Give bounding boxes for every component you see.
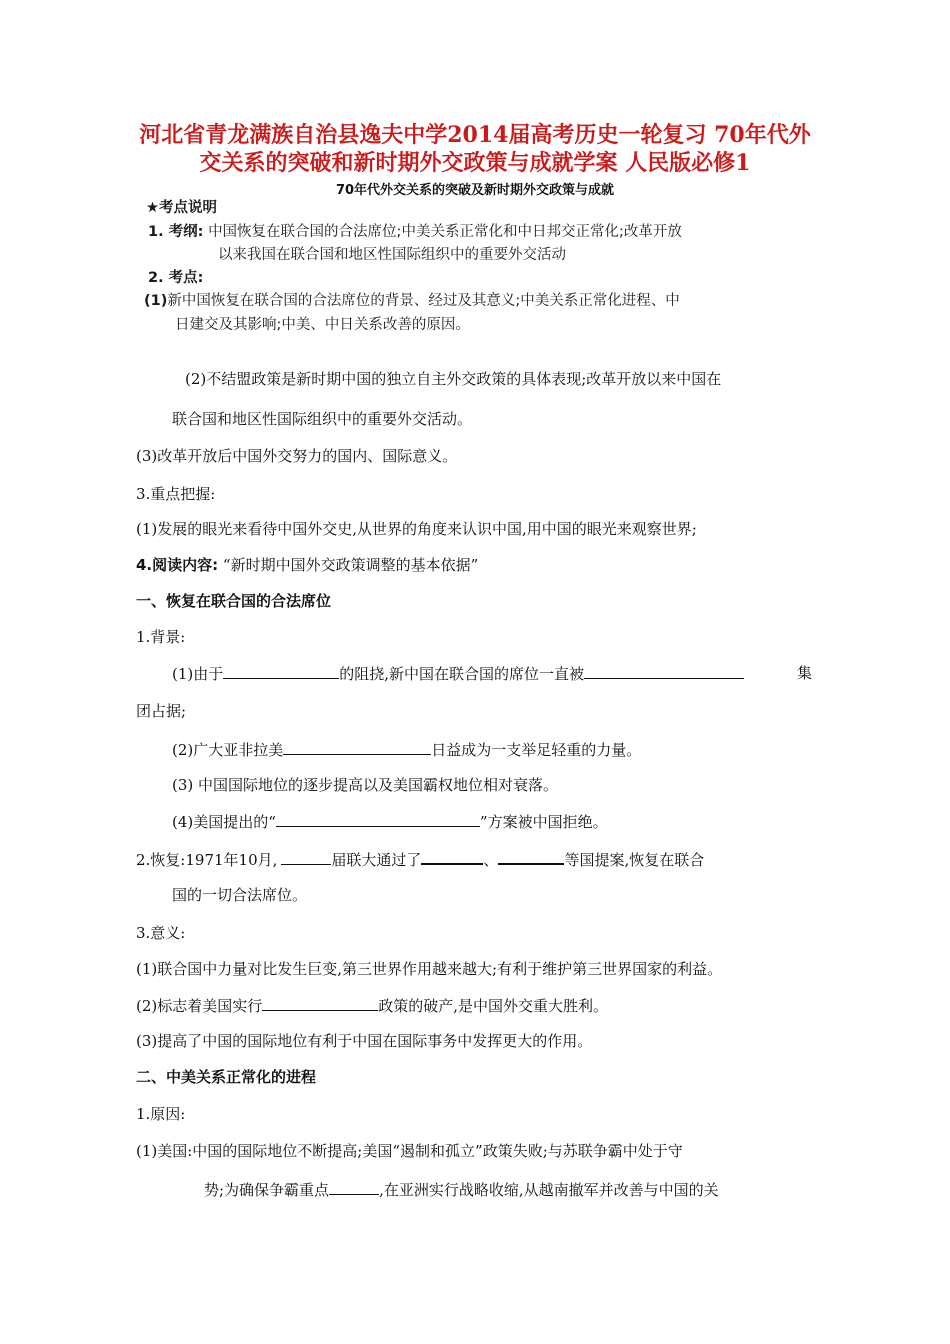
focus-label: 3.重点把握: xyxy=(136,485,216,503)
fill-blank-2[interactable] xyxy=(584,662,744,679)
b1-mid: 的阻挠,新中国在联合国的席位一直被 xyxy=(339,665,585,683)
point2-line1: (2)不结盟政策是新时期中国的独立自主外交政策的具体表现;改革开放以来中国在 xyxy=(185,370,722,388)
meaning-item2 xyxy=(136,994,608,1016)
section2-heading: 二、中美关系正常化的进程 xyxy=(136,1068,317,1086)
b1-cont: 团占据; xyxy=(136,702,187,720)
reading-label: 4.阅读内容: xyxy=(136,556,219,574)
fill-blank-6[interactable] xyxy=(421,847,483,865)
point3-line: (3)改革开放后中国外交努力的国内、国际意义。 xyxy=(136,447,458,465)
restore-mid: 届联大通过了 xyxy=(331,851,422,869)
background-item4 xyxy=(172,810,608,832)
point1-line1 xyxy=(144,289,680,310)
reason-label: 1.原因: xyxy=(136,1105,186,1123)
point2-line2: 联合国和地区性国际组织中的重要外交活动。 xyxy=(172,410,473,428)
restore-sep: 、 xyxy=(483,851,499,869)
restore-cont: 国的一切合法席位。 xyxy=(172,886,308,904)
outline-text1: 中国恢复在联合国的合法席位;中美关系正常化和中日邦交正常化;改革开放 xyxy=(208,224,682,240)
points-label: 2. 考点: xyxy=(148,270,204,286)
fill-blank-5[interactable] xyxy=(281,848,331,865)
focus-item1: (1)发展的眼光来看待中国外交史,从世界的角度来认识中国,用中国的眼光来观察世界; xyxy=(136,520,697,538)
m2-post: 政策的破产,是中国外交重大胜利。 xyxy=(378,997,609,1015)
outline-line1 xyxy=(148,220,682,241)
reading-line xyxy=(136,554,478,575)
fill-blank-1[interactable] xyxy=(223,662,339,679)
fill-blank-3[interactable] xyxy=(283,738,431,755)
restore-line xyxy=(136,847,704,870)
restore-pre: 2.恢复:1971年10月, xyxy=(136,851,278,869)
r1-cont-post: ,在亚洲实行战略收缩,从越南撤军并改善与中国的关 xyxy=(379,1181,719,1199)
point1-text2: 日建交及其影响;中美、中日关系改善的原因。 xyxy=(175,317,470,333)
reason-item1-cont xyxy=(204,1178,719,1200)
outline-label: 1. 考纲: xyxy=(148,224,204,240)
b2-pre: (2)广大亚非拉美 xyxy=(172,741,284,759)
b2-post: 日益成为一支举足轻重的力量。 xyxy=(431,741,642,759)
section1-heading: 一、恢复在联合国的合法席位 xyxy=(136,592,332,610)
meaning-label: 3.意义: xyxy=(136,924,186,942)
meaning-item1: (1)联合国中力量对比发生巨变,第三世界作用越来越大;有利于维护第三世界国家的利益。 xyxy=(136,960,723,978)
fill-blank-9[interactable] xyxy=(329,1178,379,1195)
fill-blank-4[interactable] xyxy=(276,810,480,827)
background-item3: (3) 中国国际地位的逐步提高以及美国霸权地位相对衰落。 xyxy=(172,776,559,794)
b1-pre: (1)由于 xyxy=(172,665,224,683)
fill-blank-7[interactable] xyxy=(498,847,564,865)
reading-text: “新时期中国外交政策调整的基本依据” xyxy=(222,556,479,574)
outline-text2: 以来我国在联合国和地区性国际组织中的重要外交活动 xyxy=(218,247,566,263)
document-title-line1: 河北省青龙满族自治县逸夫中学2014届高考历史一轮复习 70年代外 xyxy=(139,122,811,148)
r1-cont-pre: 势;为确保争霸重点 xyxy=(204,1181,330,1199)
document-subtitle: 70年代外交关系的突破及新时期外交政策与成就 xyxy=(335,183,615,198)
b4-post: ”方案被中国拒绝。 xyxy=(479,813,608,831)
b4-pre: (4)美国提出的“ xyxy=(172,813,276,831)
restore-post: 等国提案,恢复在联合 xyxy=(564,851,705,869)
exam-points-header: ★考点说明 xyxy=(146,200,217,216)
point1-num: (1) xyxy=(144,293,168,309)
point1-text1: 新中国恢复在联合国的合法席位的背景、经过及其意义;中美关系正常化进程、中 xyxy=(167,293,680,309)
fill-blank-8[interactable] xyxy=(262,994,378,1011)
meaning-item3: (3)提高了中国的国际地位有利于中国在国际事务中发挥更大的作用。 xyxy=(136,1032,593,1050)
background-item2 xyxy=(172,738,641,760)
document-title-line2: 交关系的突破和新时期外交政策与成就学案 人民版必修1 xyxy=(199,150,751,176)
b1-post: 集 xyxy=(797,664,813,682)
m2-pre: (2)标志着美国实行 xyxy=(136,997,263,1015)
background-item1 xyxy=(172,662,744,684)
background-label: 1.背景: xyxy=(136,628,186,646)
reason-item1: (1)美国:中国的国际地位不断提高;美国“遏制和孤立”政策失败;与苏联争霸中处于守 xyxy=(136,1142,683,1160)
